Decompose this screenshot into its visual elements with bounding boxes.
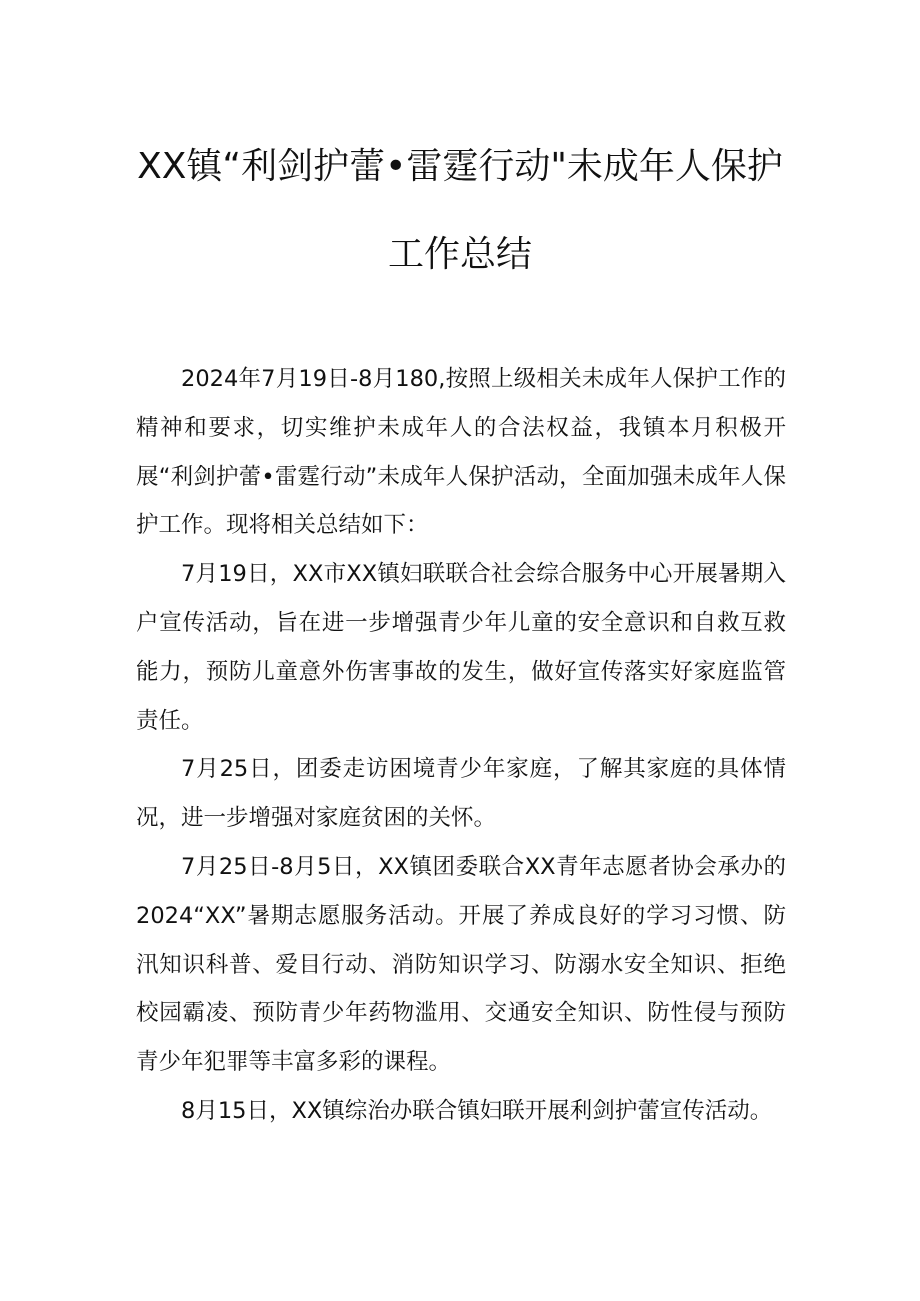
paragraph-jul19: 7月19日，XX市XX镇妇联联合社会综合服务中心开展暑期入户宣传活动，旨在进一步增强青少年儿童的安全意识和自救互救能力，预防儿童意外伤害事故的发生，做好宣传落实好家庭监管责任。: [136, 561, 786, 734]
paragraph-intro: 2024年7月19日-8月180,按照上级相关未成年人保护工作的精神和要求，切实维护未成年人的合法权益，我镇本月积极开展“利剑护蕾•雷霆行动”未成年人保护活动，全面加强未成年人保护工作。现将相关总结如下：: [136, 366, 786, 539]
document-title-line-1: XX镇“利剑护蕾•雷霆行动"未成年人保护: [137, 146, 783, 187]
document-title-line-2: 工作总结: [387, 234, 532, 275]
paragraph-aug15: 8月15日，XX镇综治办联合镇妇联开展利剑护蕾宣传活动。: [181, 1097, 773, 1124]
document-body: [136, 355, 786, 1136]
paragraph-jul25: 7月25日，团委走访困境青少年家庭，了解其家庭的具体情况，进一步增强对家庭贫困的关怀。: [136, 756, 786, 832]
paragraph-jul25-aug5: 7月25日-8月5日，XX镇团委联合XX青年志愿者协会承办的2024“XX”暑期志愿服务活动。开展了养成良好的学习习惯、防汛知识科普、爱目行动、消防知识学习、防溺水安全知识、拒绝校园霸凌、预防青少年药物滥用、交通安全知识、防性侵与预防青少年犯罪等丰富多彩的课程。: [136, 853, 786, 1076]
